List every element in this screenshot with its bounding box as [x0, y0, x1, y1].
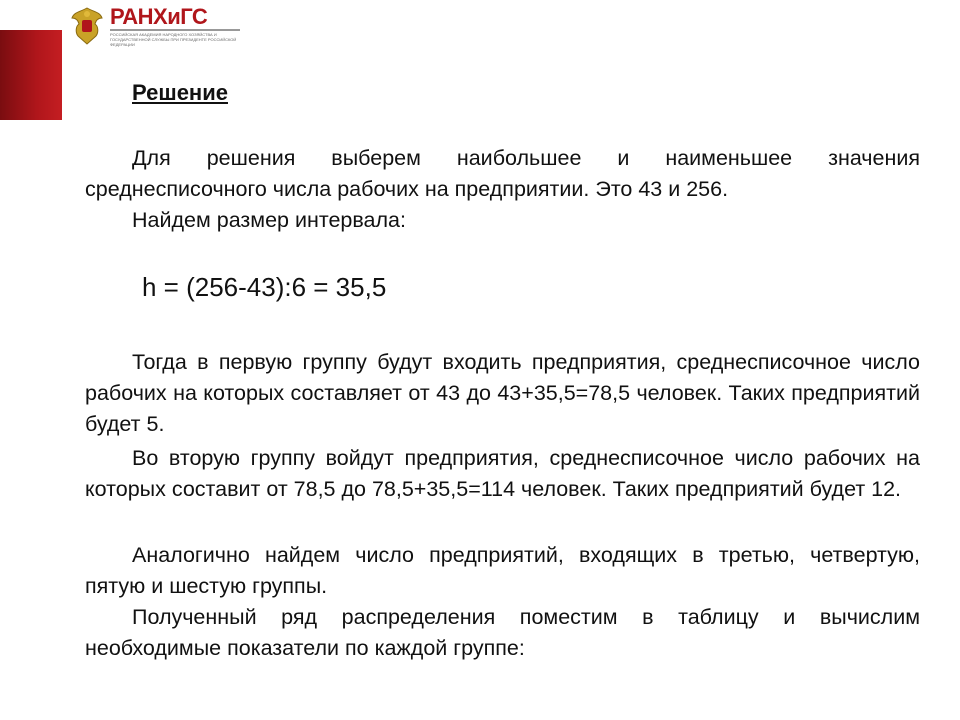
- logo-name: РАНХиГС: [110, 3, 208, 29]
- paragraph-1: [85, 143, 920, 205]
- interval-formula: h = (256-43):6 = 35,5: [142, 272, 387, 302]
- logo-subtitle: РОССИЙСКАЯ АКАДЕМИЯ НАРОДНОГО ХОЗЯЙСТВА И ГОСУДАРСТВЕННОЙ СЛУЖБЫ ПРИ ПРЕЗИДЕНТЕ РОССИЙСКОЙ ФЕДЕРАЦИИ: [110, 31, 237, 47]
- logo-text: [110, 3, 240, 47]
- ranepa-logo: [70, 4, 240, 48]
- paragraph-2-text: Найдем размер интервала:: [132, 208, 406, 232]
- section-heading: Решение: [132, 80, 228, 105]
- paragraph-6-text: Полученный ряд распределения поместим в таблицу и вычислим необходимые показатели по каждой группе:: [85, 605, 920, 660]
- logo-divider: [110, 29, 240, 31]
- paragraph-3-text: Тогда в первую группу будут входить предприятия, среднесписочное число рабочих на которых составляет от 43 до 43+35,5=78,5 человек. Таких предприятий будет 5.: [85, 350, 920, 436]
- paragraph-1-text: Для решения выберем наибольшее и наименьшее значения среднесписочного числа рабочих на предприятии. Это 43 и 256.: [85, 146, 920, 201]
- paragraph-5: [85, 540, 920, 602]
- paragraph-5-text: Аналогично найдем число предприятий, входящих в третью, четвертую, пятую и шестую группы.: [85, 543, 920, 598]
- eagle-emblem-icon: [70, 6, 104, 46]
- decorative-red-bar: [0, 30, 62, 120]
- paragraph-4: [85, 443, 920, 505]
- paragraph-6: [85, 602, 920, 664]
- paragraph-2: [85, 205, 920, 236]
- paragraph-3: [85, 347, 920, 440]
- paragraph-4-text: Во вторую группу войдут предприятия, среднесписочное число рабочих на которых составит от 78,5 до 78,5+35,5=114 человек. Таких предприятий будет 12.: [85, 446, 920, 501]
